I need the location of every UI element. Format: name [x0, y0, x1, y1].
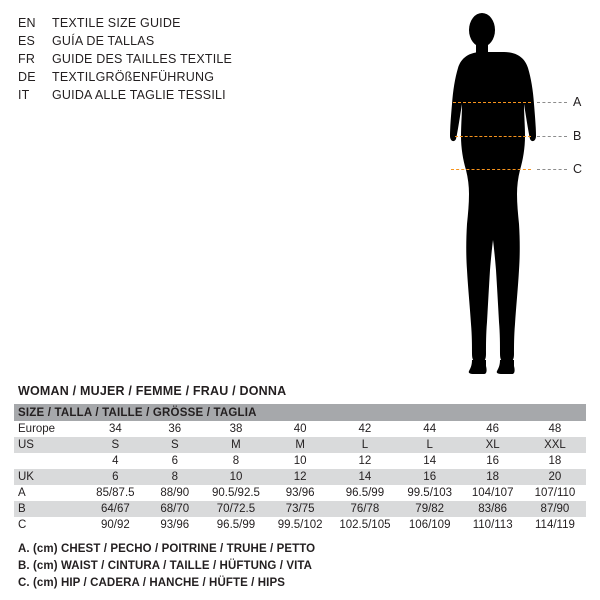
cell: 104/107	[461, 485, 523, 501]
cell: 90/92	[85, 517, 146, 533]
cell: L	[398, 437, 462, 453]
cell: S	[146, 437, 204, 453]
cell: XXL	[524, 437, 586, 453]
cell: 106/109	[398, 517, 462, 533]
cell: 14	[332, 469, 398, 485]
language-row-en	[18, 14, 318, 32]
table-row	[14, 421, 586, 437]
language-text-de: TEXTILGRÖßENFÜHRUNG	[52, 70, 215, 84]
cell: M	[268, 437, 332, 453]
language-row-it	[18, 86, 318, 104]
legend-line-a: A. (cm) CHEST / PECHO / POITRINE / TRUHE / PETTO	[18, 543, 316, 555]
cell: 6	[85, 469, 146, 485]
cell: 87/90	[524, 501, 586, 517]
table-row	[14, 485, 586, 501]
section-title: WOMAN / MUJER / FEMME / FRAU / DONNA	[18, 384, 287, 398]
table-row	[14, 517, 586, 533]
language-code-es: ES	[18, 34, 36, 48]
language-text-it: GUIDA ALLE TAGLIE TESSILI	[52, 88, 226, 102]
cell: 85/87.5	[85, 485, 146, 501]
language-text-en: TEXTILE SIZE GUIDE	[52, 16, 181, 30]
table-row	[14, 453, 586, 469]
waist-dash-line-grey	[537, 136, 567, 137]
hip-dash-line	[451, 169, 531, 170]
row-label-europe: Europe	[14, 421, 85, 437]
cell: S	[85, 437, 146, 453]
cell: 107/110	[524, 485, 586, 501]
cell: 38	[204, 421, 269, 437]
cell: 99.5/102	[268, 517, 332, 533]
cell: 90.5/92.5	[204, 485, 269, 501]
cell: 46	[461, 421, 523, 437]
female-silhouette-figure	[425, 8, 590, 376]
size-table	[14, 404, 586, 533]
cell: 12	[268, 469, 332, 485]
cell: 99.5/103	[398, 485, 462, 501]
table-row	[14, 501, 586, 517]
row-label-us: US	[14, 437, 85, 453]
language-code-it: IT	[18, 88, 30, 102]
legend-line-c: C. (cm) HIP / CADERA / HANCHE / HÜFTE / HIPS	[18, 577, 286, 589]
chest-marker-row	[453, 96, 590, 108]
cell: 102.5/105	[332, 517, 398, 533]
cell: 40	[268, 421, 332, 437]
cell: 88/90	[146, 485, 204, 501]
language-code-de: DE	[18, 70, 36, 84]
cell: 16	[398, 469, 462, 485]
language-list	[18, 14, 318, 104]
cell: 18	[461, 469, 523, 485]
cell: 110/113	[461, 517, 523, 533]
hip-marker-row	[451, 163, 590, 175]
cell: 64/67	[85, 501, 146, 517]
hip-dash-line-grey	[537, 169, 567, 170]
table-row	[14, 469, 586, 485]
cell: M	[204, 437, 269, 453]
language-row-es	[18, 32, 318, 50]
hip-marker-label: C	[573, 162, 583, 176]
cell: 79/82	[398, 501, 462, 517]
chest-dash-line	[453, 102, 531, 103]
legend-line-b: B. (cm) WAIST / CINTURA / TAILLE / HÜFTUNG / VITA	[18, 560, 313, 572]
cell: 48	[524, 421, 586, 437]
cell: 68/70	[146, 501, 204, 517]
measurement-legend	[18, 541, 315, 592]
cell: XL	[461, 437, 523, 453]
language-code-en: EN	[18, 16, 36, 30]
cell: 93/96	[146, 517, 204, 533]
cell: 93/96	[268, 485, 332, 501]
cell: 36	[146, 421, 204, 437]
cell: 12	[332, 453, 398, 469]
row-label-uk: UK	[14, 469, 85, 485]
table-header-row	[14, 404, 586, 421]
cell: 114/119	[524, 517, 586, 533]
language-code-fr: FR	[18, 52, 36, 66]
row-label-a: A	[14, 485, 85, 501]
silhouette-icon	[425, 8, 590, 376]
language-text-es: GUÍA DE TALLAS	[52, 34, 155, 48]
cell: 8	[146, 469, 204, 485]
cell: 10	[268, 453, 332, 469]
waist-marker-label: B	[573, 129, 582, 143]
cell: 4	[85, 453, 146, 469]
table-row	[14, 437, 586, 453]
cell: 8	[204, 453, 269, 469]
cell: 96.5/99	[204, 517, 269, 533]
row-label-c: C	[14, 517, 85, 533]
cell: 73/75	[268, 501, 332, 517]
cell: 42	[332, 421, 398, 437]
cell: 20	[524, 469, 586, 485]
waist-dash-line	[455, 136, 531, 137]
chest-dash-line-grey	[537, 102, 567, 103]
cell: 70/72.5	[204, 501, 269, 517]
language-text-fr: GUIDE DES TAILLES TEXTILE	[52, 52, 233, 66]
table-header-label: SIZE / TALLA / TAILLE / GRÖSSE / TAGLIA	[14, 404, 586, 421]
cell: 34	[85, 421, 146, 437]
cell: 6	[146, 453, 204, 469]
cell: 83/86	[461, 501, 523, 517]
cell: 14	[398, 453, 462, 469]
cell: 44	[398, 421, 462, 437]
cell: 10	[204, 469, 269, 485]
waist-marker-row	[455, 130, 590, 142]
chest-marker-label: A	[573, 95, 582, 109]
cell: 18	[524, 453, 586, 469]
cell: 76/78	[332, 501, 398, 517]
language-row-de	[18, 68, 318, 86]
cell: 16	[461, 453, 523, 469]
cell: 96.5/99	[332, 485, 398, 501]
cell: L	[332, 437, 398, 453]
row-label-us-numeric	[14, 453, 85, 469]
row-label-b: B	[14, 501, 85, 517]
language-row-fr	[18, 50, 318, 68]
